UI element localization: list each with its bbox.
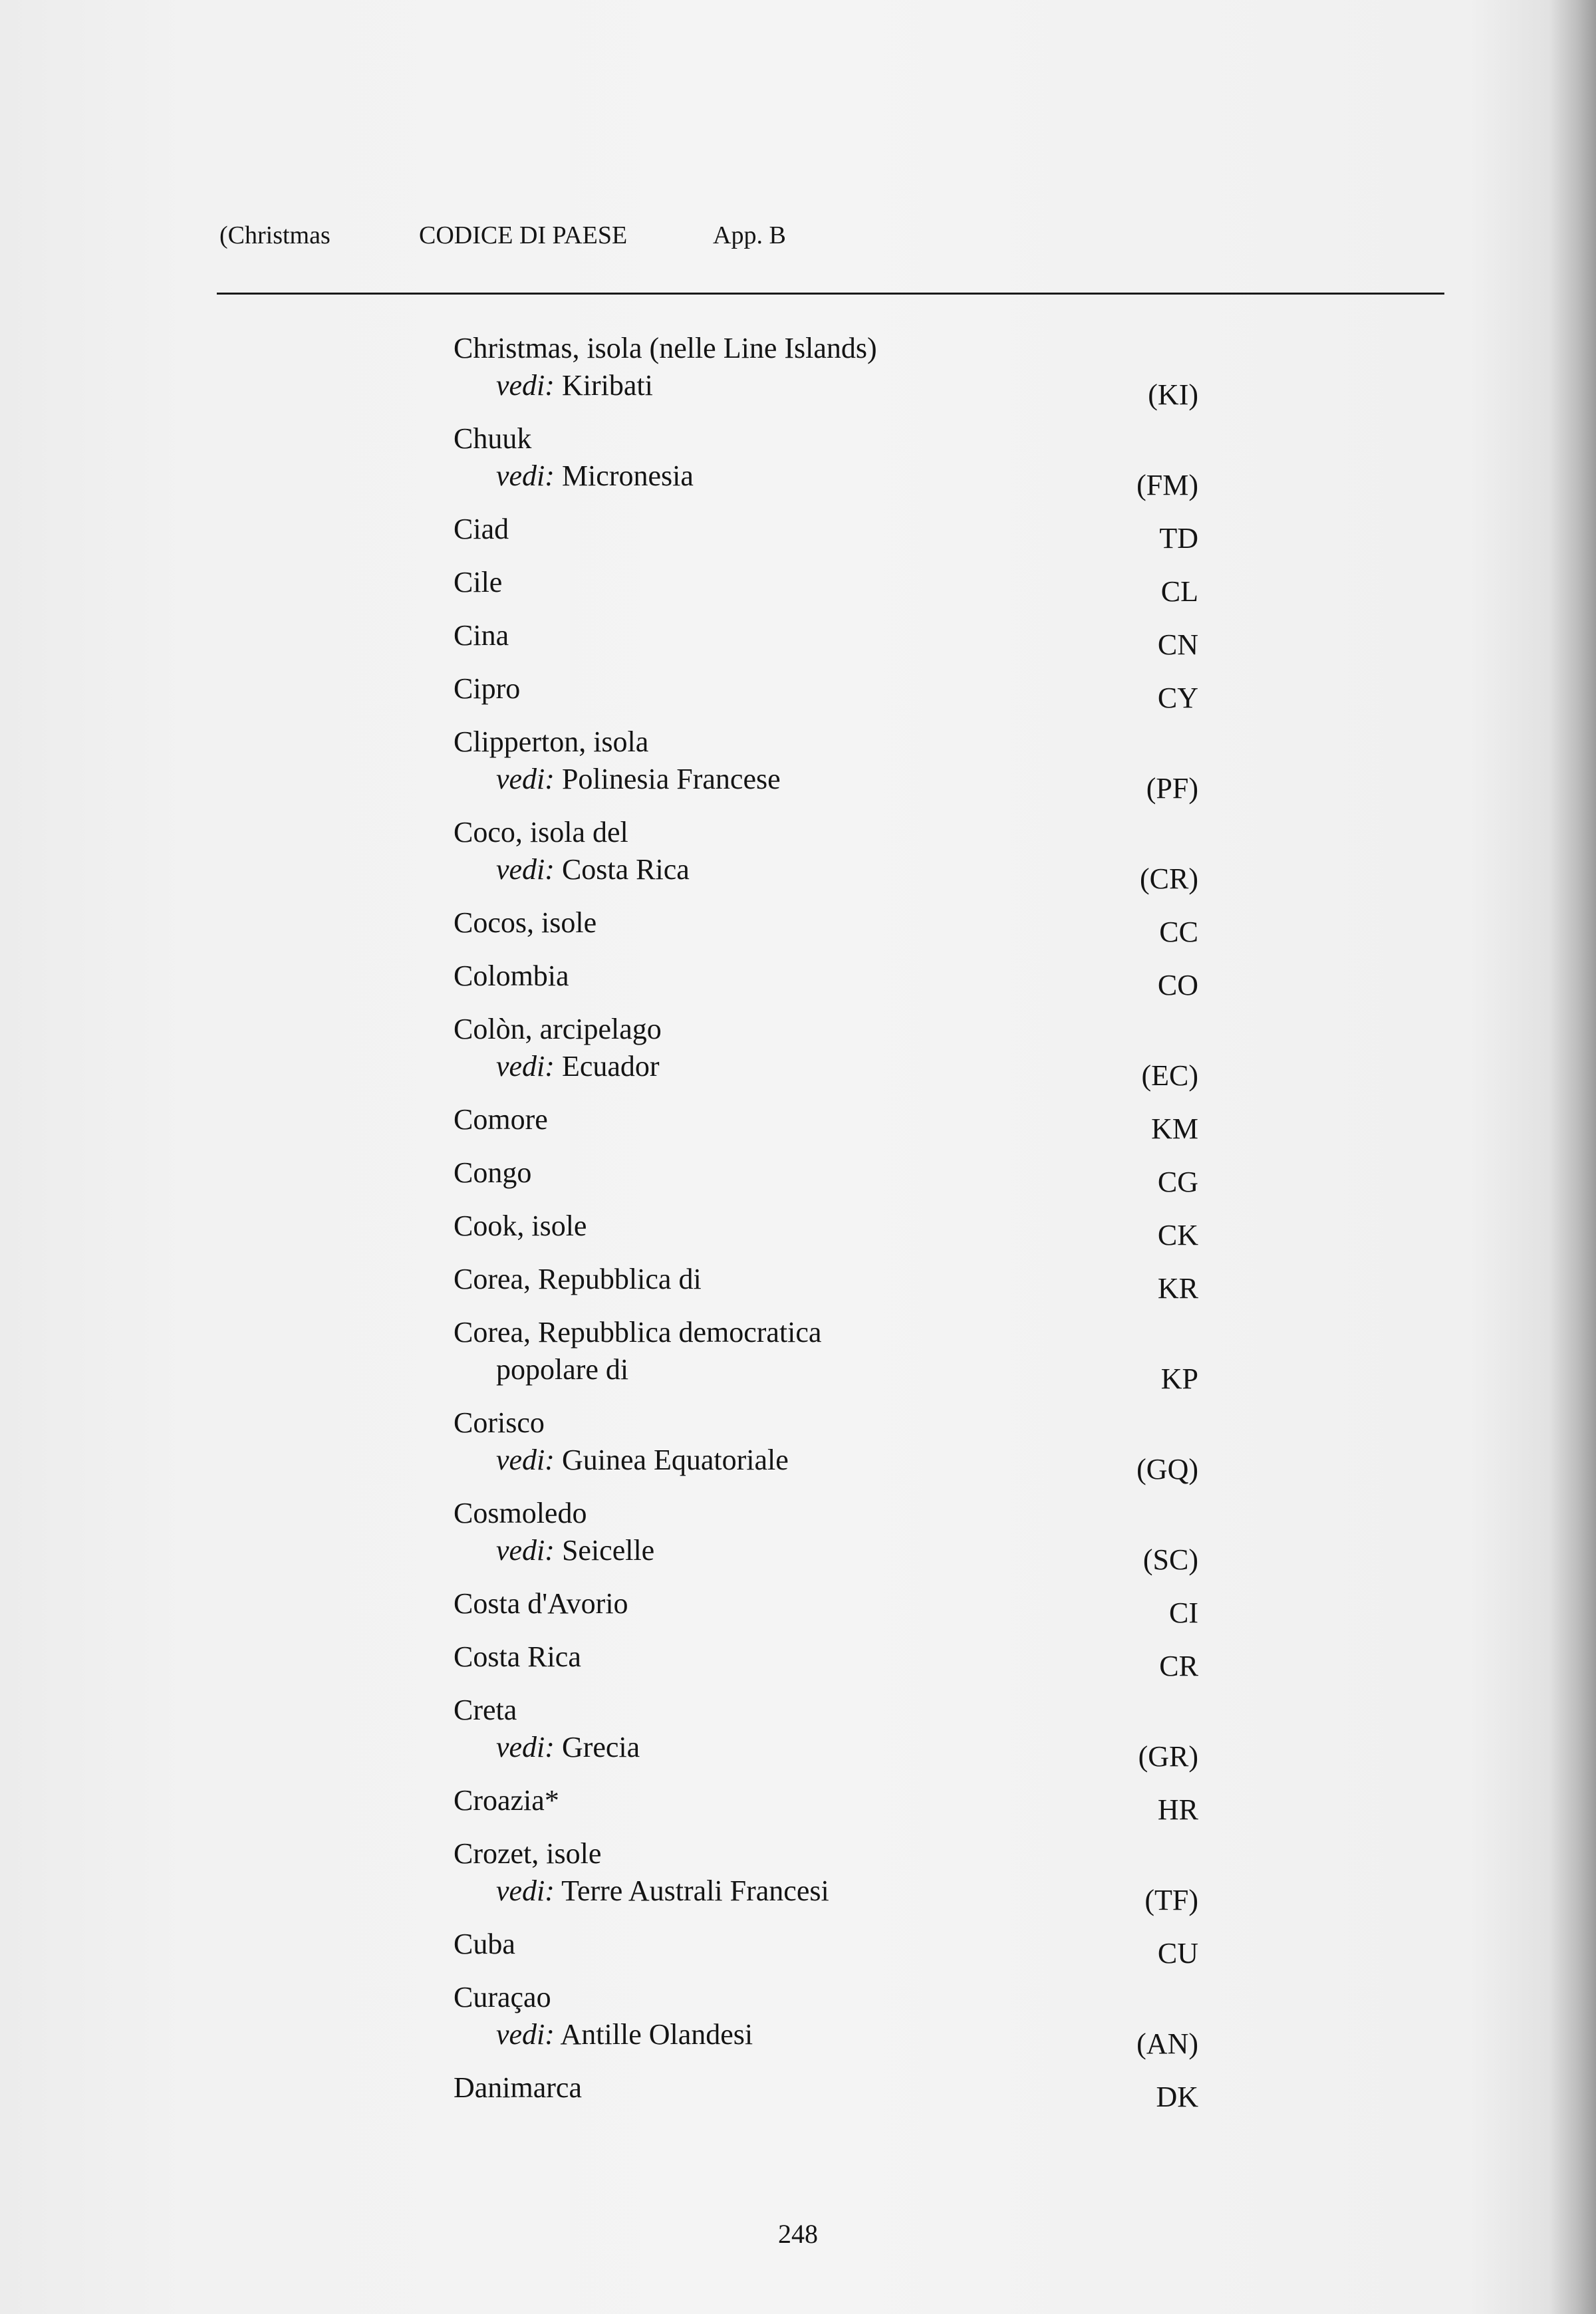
list-item — [454, 511, 1198, 555]
list-item — [454, 1154, 1198, 1198]
country-code: KM — [1151, 1112, 1198, 1145]
page-number: 248 — [778, 2219, 818, 2249]
country-name: Curaçao — [454, 1981, 551, 2013]
country-name: Costa Rica — [454, 1640, 581, 1673]
country-name-continuation: popolare di — [496, 1353, 629, 1386]
country-code: KR — [1157, 1272, 1198, 1305]
country-name: Cina — [454, 619, 509, 652]
country-name: Cosmoledo — [454, 1497, 587, 1529]
running-head-entry: (Christmas — [219, 221, 331, 249]
see-reference — [454, 851, 1198, 888]
country-name: Crozet, isole — [454, 1837, 602, 1870]
country-name: Danimarca — [454, 2071, 582, 2104]
country-name: Chuuk — [454, 422, 532, 455]
country-code: CR — [1159, 1650, 1198, 1682]
running-head-title: CODICE DI PAESE — [419, 221, 628, 249]
see-target: Costa Rica — [561, 853, 690, 886]
country-code: (KI) — [1148, 378, 1198, 411]
country-name: Creta — [454, 1694, 517, 1726]
list-item — [454, 1208, 1198, 1251]
country-name: Congo — [454, 1156, 532, 1189]
country-name: Corea, Repubblica di — [454, 1263, 702, 1295]
see-label: vedi: — [496, 1444, 555, 1476]
country-name: Corea, Repubblica democratica — [454, 1316, 822, 1349]
list-item — [454, 958, 1198, 1001]
country-name: Colòn, arcipelago — [454, 1013, 662, 1045]
country-code: (PF) — [1146, 772, 1198, 805]
country-code: CI — [1169, 1597, 1198, 1629]
country-name: Ciad — [454, 513, 509, 545]
list-item — [454, 1692, 1198, 1773]
list-item — [454, 723, 1198, 805]
country-code: (FM) — [1136, 469, 1198, 501]
see-reference — [454, 457, 1198, 495]
see-reference — [454, 2016, 1198, 2053]
list-item — [454, 420, 1198, 501]
see-target: Micronesia — [561, 459, 694, 492]
list-item — [454, 814, 1198, 895]
see-reference — [454, 1442, 1198, 1479]
country-code: HR — [1157, 1793, 1198, 1826]
see-label: vedi: — [496, 1731, 555, 1763]
see-target: Antille Olandesi — [560, 2018, 753, 2051]
page-edge-shadow — [1549, 0, 1596, 2314]
country-name: Cile — [454, 566, 503, 598]
country-name: Costa d'Avorio — [454, 1587, 628, 1620]
see-label: vedi: — [496, 1050, 555, 1083]
list-item — [454, 1261, 1198, 1305]
country-code: KP — [1160, 1362, 1198, 1395]
country-code: CU — [1157, 1937, 1198, 1970]
see-target: Guinea Equatoriale — [561, 1444, 789, 1476]
country-code: TD — [1159, 522, 1198, 555]
country-code: (AN) — [1136, 2027, 1198, 2060]
list-item — [454, 1314, 1198, 1395]
see-reference — [454, 1729, 1198, 1766]
see-label: vedi: — [496, 369, 555, 402]
see-reference — [454, 1048, 1198, 1085]
country-code: CC — [1159, 916, 1198, 948]
see-label: vedi: — [496, 1874, 555, 1907]
see-reference — [454, 367, 1198, 404]
see-target: Grecia — [561, 1731, 640, 1763]
list-item — [454, 904, 1198, 948]
list-item — [454, 617, 1198, 661]
see-target: Kiribati — [561, 369, 653, 402]
country-code: (CR) — [1140, 862, 1198, 895]
list-item — [454, 670, 1198, 714]
list-item — [454, 1585, 1198, 1629]
list-item — [454, 330, 1198, 411]
country-name: Colombia — [454, 960, 569, 992]
country-code: CL — [1160, 575, 1198, 608]
country-name: Clipperton, isola — [454, 725, 649, 758]
list-item — [454, 1101, 1198, 1145]
list-item — [454, 1638, 1198, 1682]
country-name: Cook, isole — [454, 1210, 587, 1242]
see-reference — [454, 1532, 1198, 1569]
see-label: vedi: — [496, 1534, 555, 1567]
list-item — [454, 564, 1198, 608]
country-code: (EC) — [1141, 1059, 1198, 1092]
country-code: CK — [1157, 1219, 1198, 1251]
list-item — [454, 1835, 1198, 1916]
see-label: vedi: — [496, 459, 555, 492]
country-code: (SC) — [1142, 1543, 1198, 1576]
country-name: Coco, isola del — [454, 816, 628, 848]
see-label: vedi: — [496, 853, 555, 886]
see-label: vedi: — [496, 2018, 555, 2051]
see-target: Terre Australi Francesi — [561, 1874, 829, 1907]
list-item — [454, 1495, 1198, 1576]
list-item — [454, 2069, 1198, 2113]
country-code: CG — [1157, 1166, 1198, 1198]
header-rule — [217, 293, 1444, 295]
country-code: CY — [1157, 682, 1198, 714]
see-target: Seicelle — [561, 1534, 655, 1567]
see-target: Ecuador — [561, 1050, 660, 1083]
country-name: Cuba — [454, 1928, 515, 1960]
see-reference — [454, 1872, 1198, 1910]
list-item — [454, 1404, 1198, 1485]
list-item — [454, 1782, 1198, 1826]
country-code-list — [454, 330, 1198, 2113]
country-name: Croazia* — [454, 1784, 559, 1817]
list-item — [454, 1011, 1198, 1092]
country-code: (GR) — [1138, 1740, 1198, 1773]
running-head-appendix: App. B — [713, 221, 786, 249]
list-item — [454, 1926, 1198, 1970]
list-item — [454, 1979, 1198, 2060]
country-code: (TF) — [1144, 1884, 1198, 1916]
see-label: vedi: — [496, 763, 555, 795]
country-name: Comore — [454, 1103, 548, 1136]
country-name: Christmas, isola (nelle Line Islands) — [454, 332, 877, 364]
country-name: Cipro — [454, 672, 521, 705]
country-code: CN — [1157, 628, 1198, 661]
country-name: Corisco — [454, 1406, 545, 1439]
see-reference — [454, 761, 1198, 798]
see-target: Polinesia Francese — [561, 763, 781, 795]
country-name: Cocos, isole — [454, 906, 597, 939]
country-code: (GQ) — [1136, 1453, 1198, 1485]
country-code: DK — [1156, 2081, 1198, 2113]
country-code: CO — [1157, 969, 1198, 1001]
